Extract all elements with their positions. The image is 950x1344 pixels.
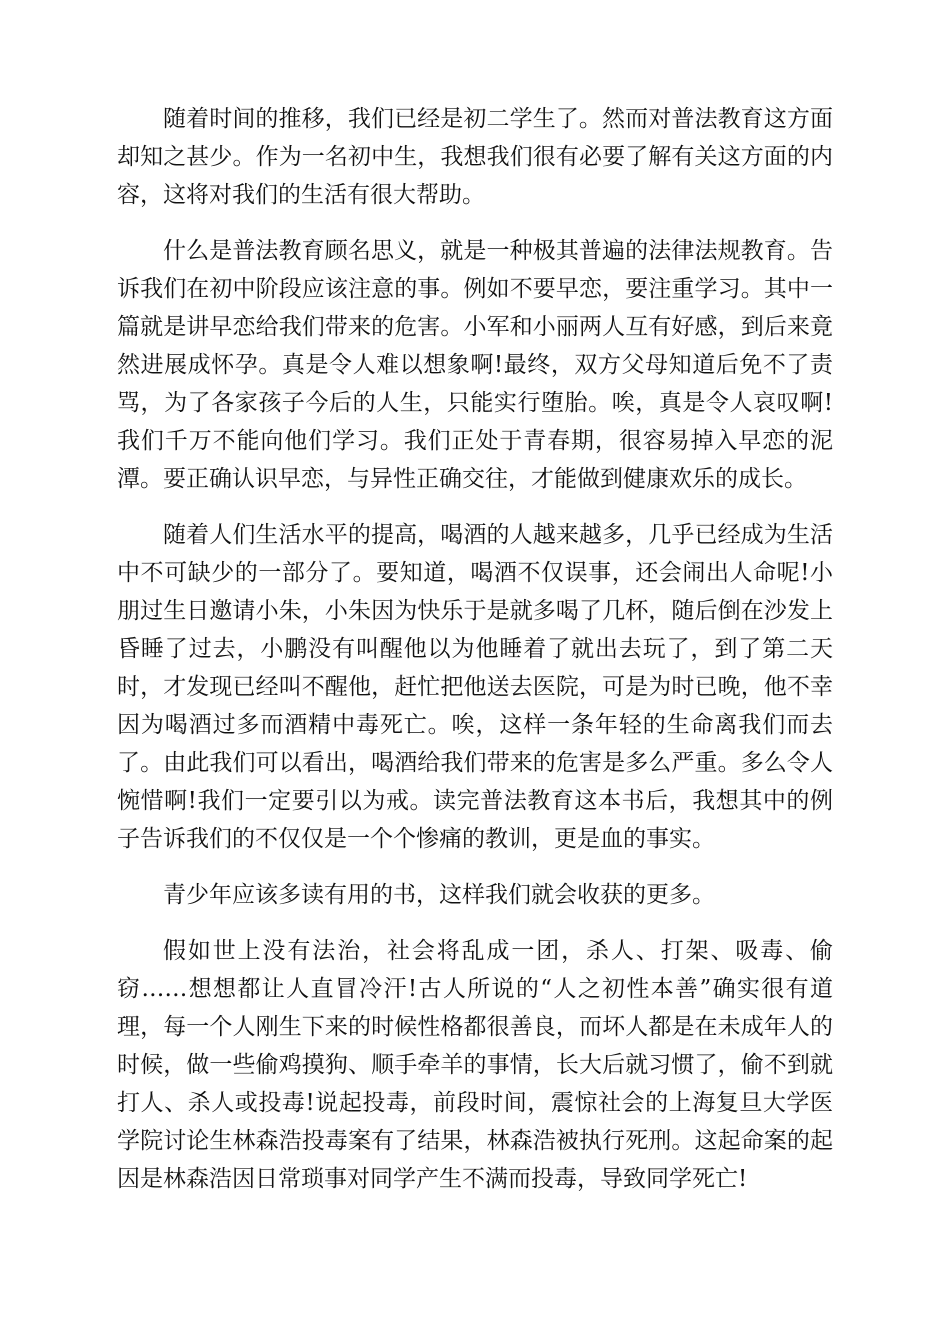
- paragraph-3: 随着人们生活水平的提高，喝酒的人越来越多，几乎已经成为生活中不可缺少的一部分了。要知道，喝酒不仅误事，还会闹出人命呢!小朋过生日邀请小朱，小朱因为快乐于是就多喝了几杯，随后倒在沙发上昏睡了过去，小鹏没有叫醒他以为他睡着了就出去玩了，到了第二天时，才发现已经叫不醒他，赶忙把他送去医院，可是为时已晚，他不幸因为喝酒过多而酒精中毒死亡。唉，这样一条年轻的生命离我们而去了。由此我们可以看出，喝酒给我们带来的危害是多么严重。多么令人惋惜啊!我们一定要引以为戒。读完普法教育这本书后，我想其中的例子告诉我们的不仅仅是一个个惨痛的教训，更是血的事实。: [117, 522, 833, 852]
- paragraph-4: 青少年应该多读有用的书，这样我们就会收获的更多。: [163, 882, 715, 908]
- paragraph-5: 假如世上没有法治，社会将乱成一团，杀人、打架、吸毒、偷窃……想想都让人直冒冷汗!古人所说的“人之初性本善”确实很有道理，每一个人刚生下来的时候性格都很善良，而坏人都是在未成年人的时候，做一些偷鸡摸狗、顺手牵羊的事情，长大后就习惯了，偷不到就打人、杀人或投毒!说起投毒，前段时间，震惊社会的上海复旦大学医学院讨论生林森浩投毒案有了结果，林森浩被执行死刑。这起命案的起因是林森浩因日常琐事对同学产生不满而投毒，导致同学死亡!: [117, 938, 833, 1192]
- paragraph-1: 随着时间的推移，我们已经是初二学生了。然而对普法教育这方面却知之甚少。作为一名初中生，我想我们很有必要了解有关这方面的内容，这将对我们的生活有很大帮助。: [117, 106, 833, 208]
- document-body: [117, 100, 833, 1216]
- paragraph-2: 什么是普法教育顾名思义，就是一种极其普遍的法律法规教育。告诉我们在初中阶段应该注意的事。例如不要早恋，要注重学习。其中一篇就是讲早恋给我们带来的危害。小军和小丽两人互有好感，到后来竟然进展成怀孕。真是令人难以想象啊!最终，双方父母知道后免不了责骂，为了各家孩子今后的人生，只能实行堕胎。唉，真是令人哀叹啊!我们千万不能向他们学习。我们正处于青春期，很容易掉入早恋的泥潭。要正确认识早恋，与异性正确交往，才能做到健康欢乐的成长。: [117, 238, 833, 492]
